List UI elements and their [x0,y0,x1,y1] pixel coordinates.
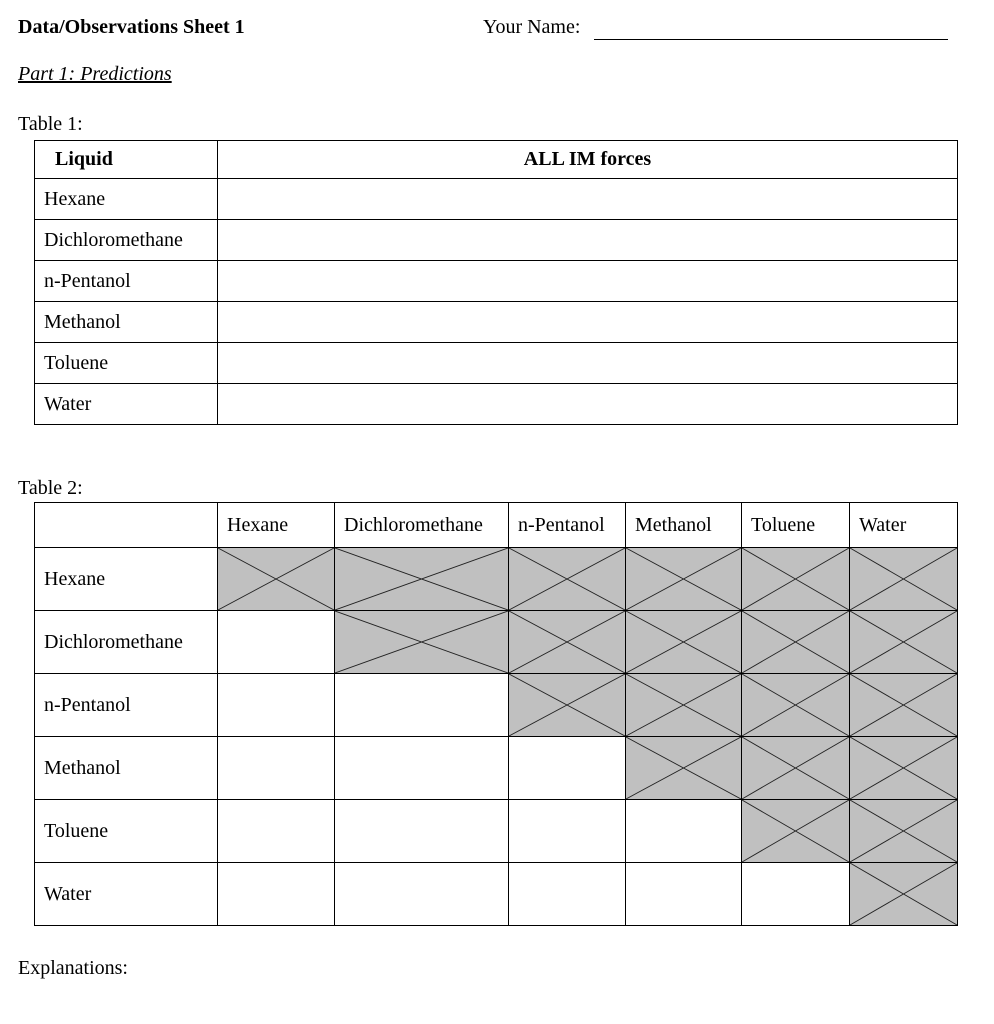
matrix-row [35,611,958,674]
table-header-row [35,141,958,179]
row-header: Hexane [35,548,218,611]
table-row [35,220,958,261]
sheet-title: Data/Observations Sheet 1 [18,16,245,38]
row-header: Methanol [35,737,218,800]
answer-cell[interactable] [742,863,850,926]
answer-cell[interactable] [218,611,335,674]
matrix-row [35,674,958,737]
liquid-cell: Toluene [35,343,218,384]
im-forces-table [34,140,958,425]
table-row [35,179,958,220]
part-heading: Part 1: Predictions [18,63,172,85]
crossed-out-cell [850,548,958,611]
name-label: Your Name: [483,16,581,38]
table2-label: Table 2: [18,477,83,499]
im-forces-cell[interactable] [218,261,958,302]
im-forces-cell[interactable] [218,179,958,220]
table-row [35,302,958,343]
matrix-row [35,863,958,926]
column-header: Methanol [626,503,742,548]
answer-cell[interactable] [626,863,742,926]
crossed-out-cell [850,800,958,863]
explanations-label: Explanations: [18,957,128,979]
row-header: n-Pentanol [35,674,218,737]
crossed-out-cell [742,737,850,800]
crossed-out-cell [509,674,626,737]
answer-cell[interactable] [218,863,335,926]
crossed-out-cell [509,611,626,674]
matrix-row [35,548,958,611]
crossed-out-cell [850,611,958,674]
row-header: Toluene [35,800,218,863]
column-header: Hexane [218,503,335,548]
im-forces-cell[interactable] [218,343,958,384]
matrix-corner-cell [35,503,218,548]
crossed-out-cell [850,863,958,926]
column-header: n-Pentanol [509,503,626,548]
answer-cell[interactable] [509,737,626,800]
table-row [35,343,958,384]
im-forces-cell[interactable] [218,384,958,425]
column-header: Dichloromethane [335,503,509,548]
table-row [35,261,958,302]
answer-cell[interactable] [335,737,509,800]
answer-cell[interactable] [218,737,335,800]
miscibility-matrix-table [34,502,958,926]
answer-cell[interactable] [218,800,335,863]
table-row [35,384,958,425]
crossed-out-cell [626,611,742,674]
liquid-cell: Dichloromethane [35,220,218,261]
matrix-row [35,800,958,863]
answer-cell[interactable] [509,863,626,926]
answer-cell[interactable] [335,674,509,737]
im-forces-cell[interactable] [218,220,958,261]
column-header: Toluene [742,503,850,548]
matrix-header-row [35,503,958,548]
answer-cell[interactable] [509,800,626,863]
crossed-out-cell [335,611,509,674]
crossed-out-cell [850,737,958,800]
crossed-out-cell [335,548,509,611]
crossed-out-cell [742,611,850,674]
crossed-out-cell [218,548,335,611]
crossed-out-cell [742,548,850,611]
table1-label: Table 1: [18,113,83,135]
column-header: Water [850,503,958,548]
im-forces-cell[interactable] [218,302,958,343]
crossed-out-cell [742,800,850,863]
answer-cell[interactable] [335,800,509,863]
crossed-out-cell [626,737,742,800]
crossed-out-cell [626,548,742,611]
matrix-row [35,737,958,800]
liquid-cell: n-Pentanol [35,261,218,302]
crossed-out-cell [850,674,958,737]
answer-cell[interactable] [626,800,742,863]
liquid-header: Liquid [35,141,218,179]
liquid-cell: Hexane [35,179,218,220]
crossed-out-cell [509,548,626,611]
answer-cell[interactable] [335,863,509,926]
liquid-cell: Methanol [35,302,218,343]
name-input-line[interactable] [594,39,948,40]
im-forces-header: ALL IM forces [218,141,958,179]
answer-cell[interactable] [218,674,335,737]
crossed-out-cell [626,674,742,737]
crossed-out-cell [742,674,850,737]
row-header: Water [35,863,218,926]
row-header: Dichloromethane [35,611,218,674]
liquid-cell: Water [35,384,218,425]
